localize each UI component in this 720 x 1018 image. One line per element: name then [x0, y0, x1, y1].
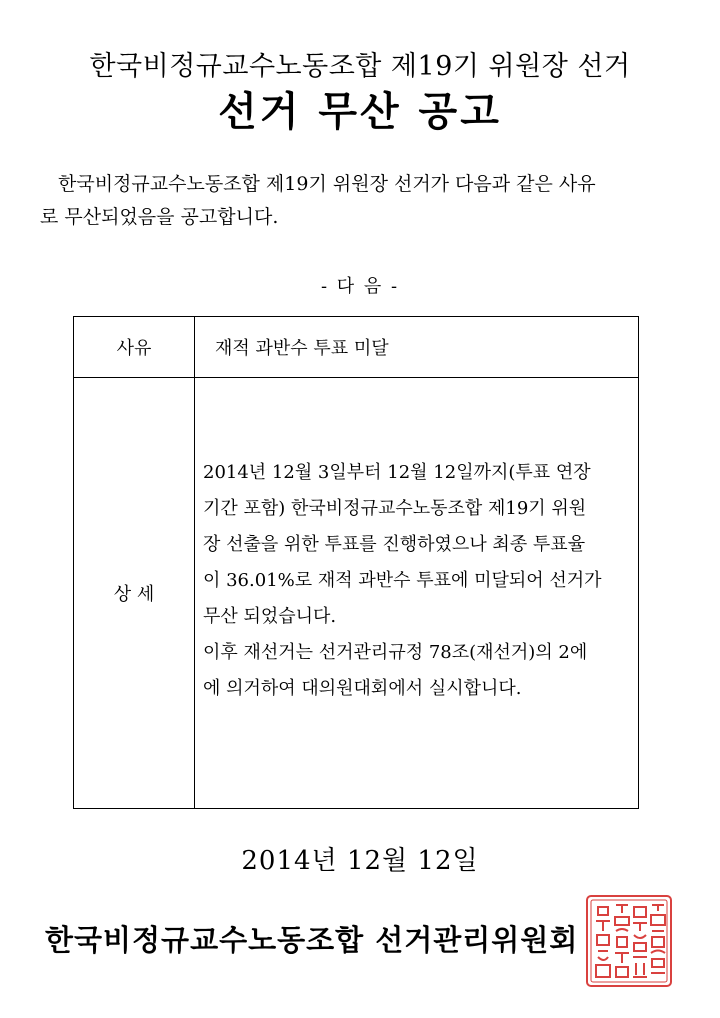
- detail-line: 이 36.01%로 재적 과반수 투표에 미달되어 선거가: [203, 570, 602, 591]
- detail-line: 2014년 12월 3일부터 12월 12일까지(투표 연장: [203, 462, 591, 483]
- reason-label: 사유: [74, 317, 195, 378]
- notice-date: 2014년 12월 12일: [241, 846, 479, 876]
- notice-subtitle: 한국비정규교수노동조합 제19기 위원장 선거: [89, 51, 631, 82]
- organization-name: 한국비정규교수노동조합 선거관리위원회: [45, 923, 579, 957]
- reason-value: 재적 과반수 투표 미달: [195, 317, 639, 378]
- note-heading: - 다 음 -: [320, 276, 400, 297]
- table-row-detail: [74, 378, 639, 809]
- notice-table: [73, 316, 639, 809]
- official-seal-icon: [584, 893, 674, 989]
- detail-line: 무산 되었습니다.: [203, 606, 337, 627]
- intro-line-1: 한국비정규교수노동조합 제19기 위원장 선거가 다음과 같은 사유: [58, 173, 596, 195]
- detail-line: 에 의거하여 대의원대회에서 실시합니다.: [203, 678, 522, 699]
- detail-label: 상 세: [74, 378, 195, 809]
- detail-line: 장 선출을 위한 투표를 진행하였으나 최종 투표율: [203, 534, 586, 555]
- detail-line: 이후 재선거는 선거관리규정 78조(재선거)의 2에: [203, 642, 588, 663]
- intro-paragraph: [40, 168, 680, 234]
- intro-line-2: 로 무산되었음을 공고합니다.: [40, 206, 279, 228]
- detail-value: [195, 378, 639, 809]
- table-row-reason: [74, 317, 639, 378]
- detail-line: 기간 포함) 한국비정규교수노동조합 제19기 위원: [203, 498, 587, 519]
- page-title: 선거 무산 공고: [218, 89, 502, 135]
